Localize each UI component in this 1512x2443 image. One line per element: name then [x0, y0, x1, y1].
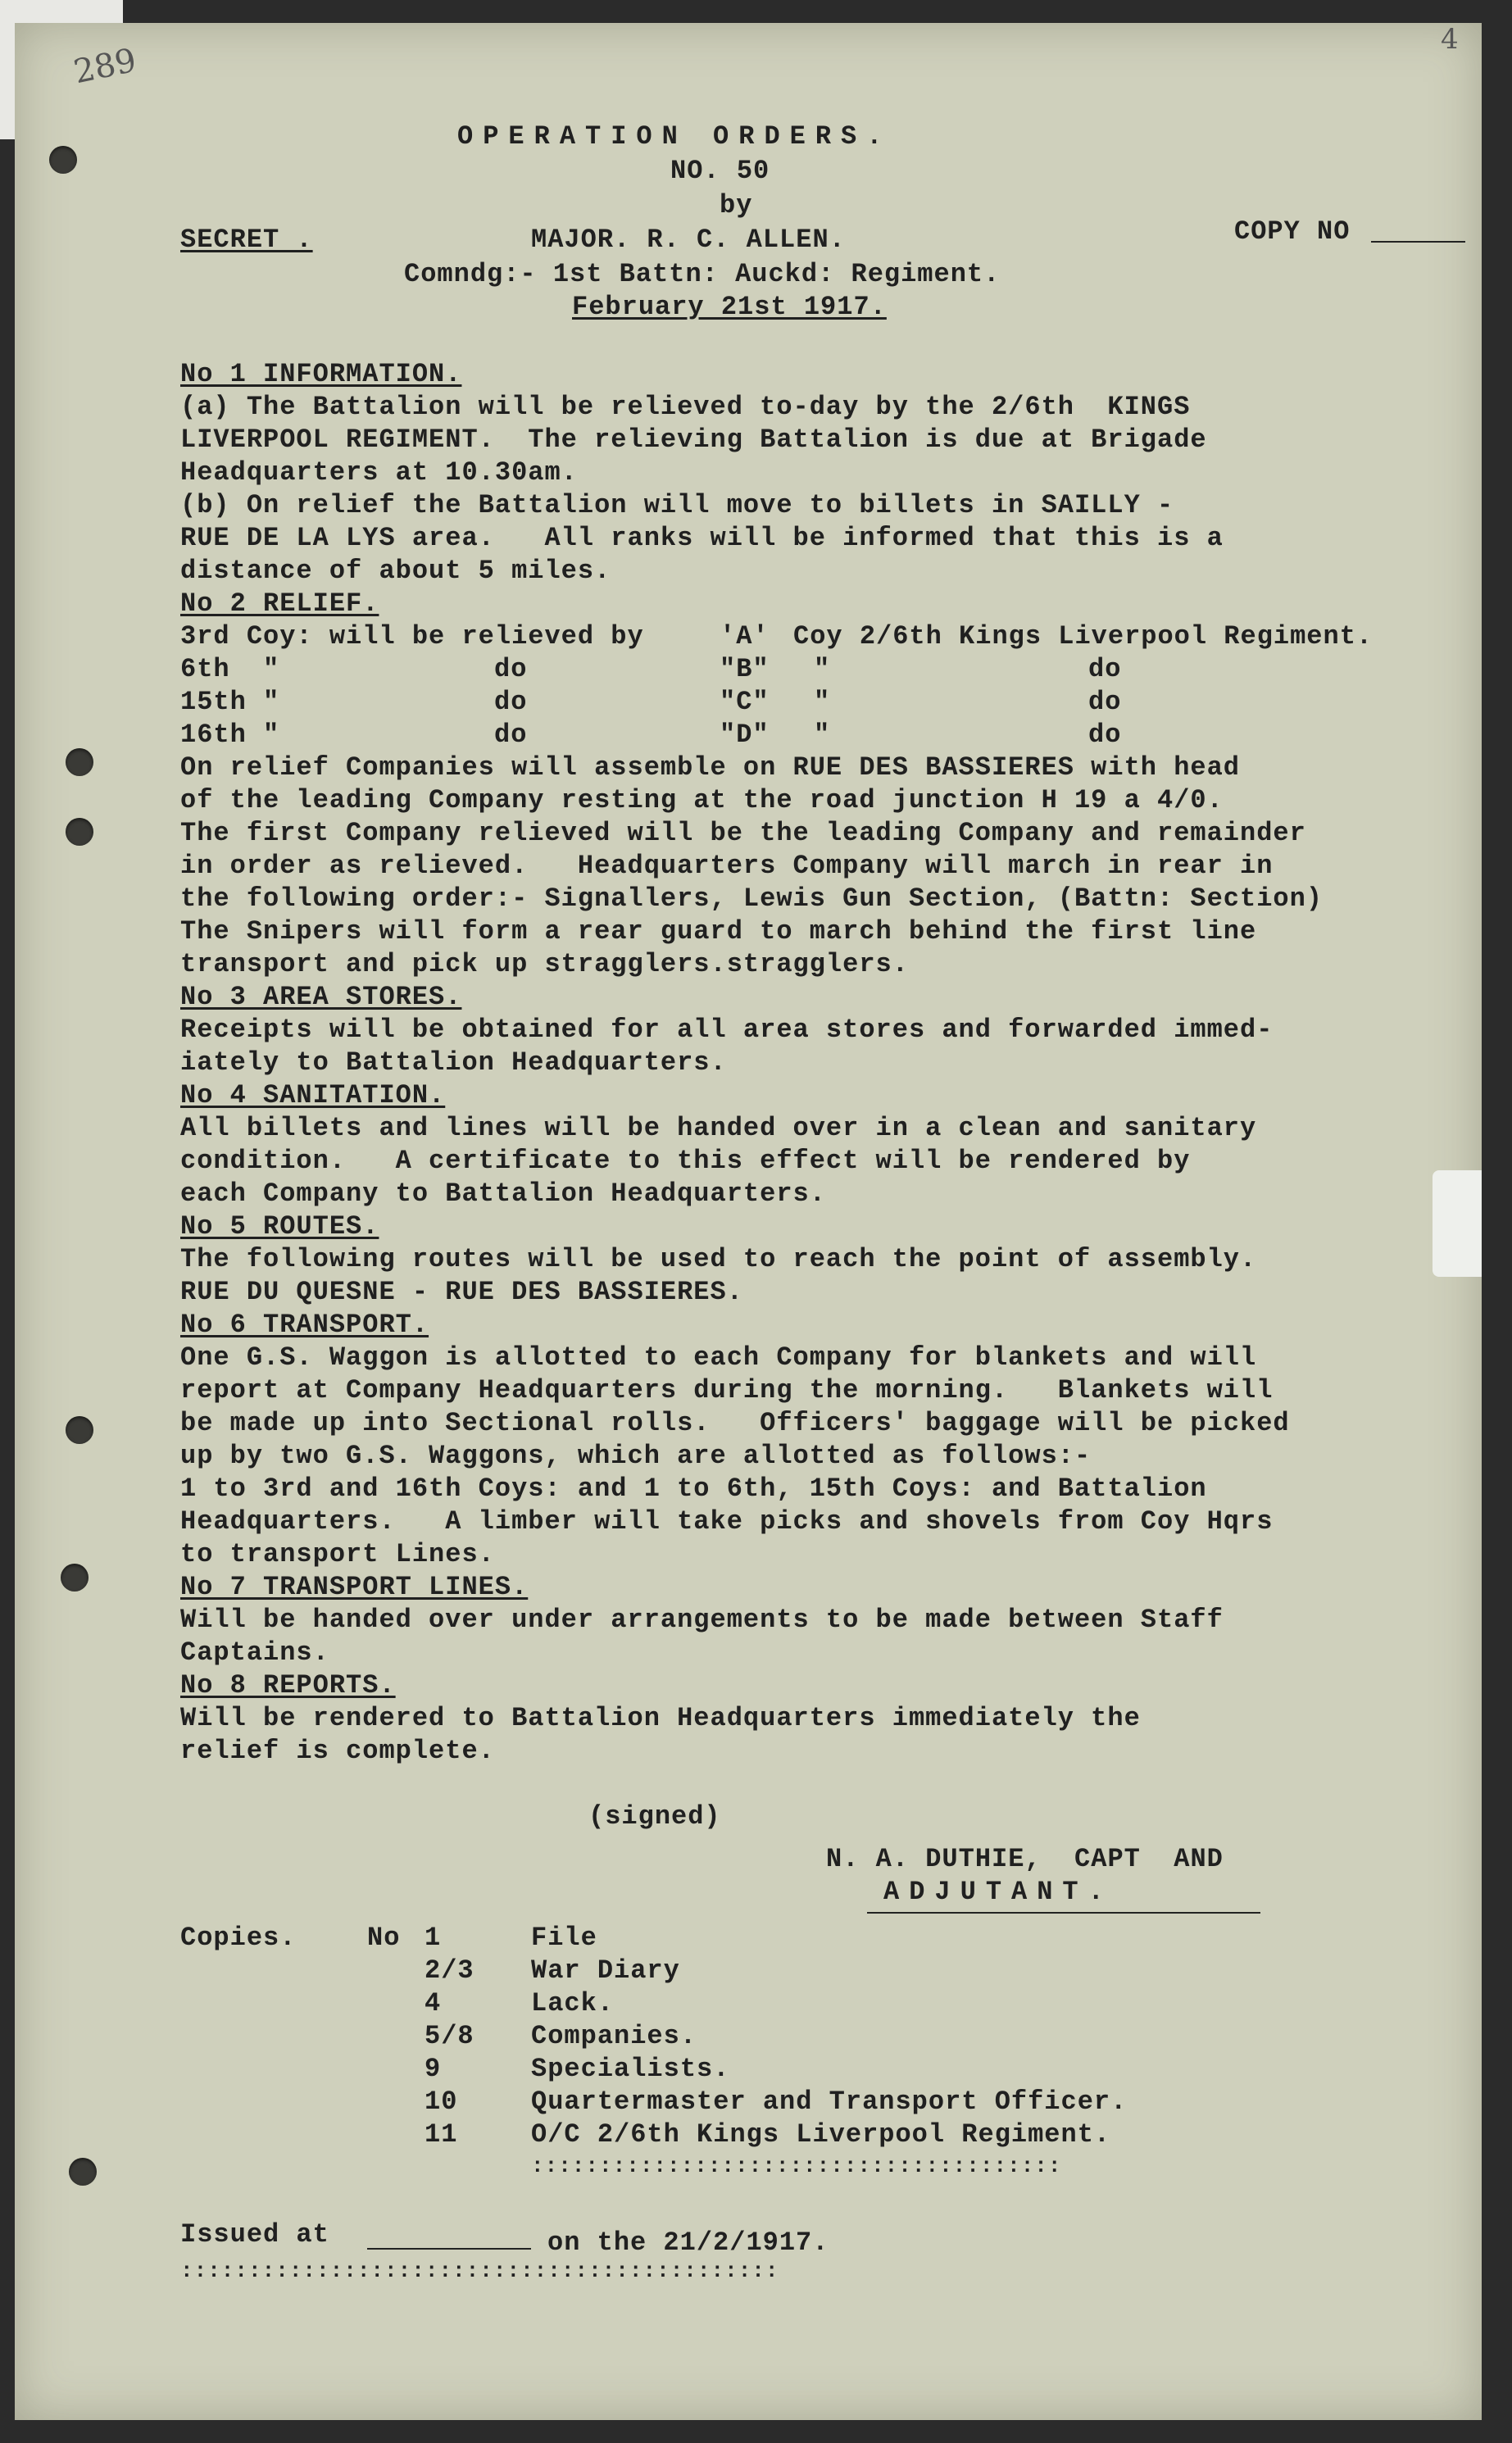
relief-row-unit: Coy 2/6th Kings Liverpool Regiment. [793, 621, 1374, 652]
body-line: condition. A certificate to this effect will be rendered by [180, 1146, 1191, 1176]
order-number: NO. 50 [670, 156, 770, 186]
index-tab [1433, 1170, 1482, 1277]
relief-row-coy: 3rd Coy: will be relieved by [180, 621, 644, 652]
folio-annotation: 289 [70, 41, 140, 92]
issued-at-blank [367, 2248, 531, 2250]
copy-number: 1 [425, 1923, 442, 1953]
author: MAJOR. R. C. ALLEN. [531, 225, 846, 255]
copy-number: 2/3 [425, 1955, 474, 1986]
section-heading: No 2 RELIEF. [180, 588, 379, 619]
relief-row-do: do [494, 654, 528, 684]
body-line: 1 to 3rd and 16th Coys: and 1 to 6th, 15th Coys: and Battalion [180, 1474, 1207, 1504]
body-line: (a) The Battalion will be relieved to-day by the 2/6th KINGS [180, 392, 1191, 422]
section-heading: No 3 AREA STORES. [180, 982, 462, 1012]
copy-number-blank [1371, 241, 1465, 243]
body-line: Will be handed over under arrangements to be made between Staff [180, 1605, 1224, 1635]
copy-recipient: Quartermaster and Transport Officer. [531, 2087, 1128, 2117]
body-line: On relief Companies will assemble on RUE DES BASSIERES with head [180, 752, 1240, 783]
copy-recipient: Lack. [531, 1988, 615, 2018]
body-line: Captains. [180, 1637, 329, 1668]
secret-label: SECRET . [180, 225, 313, 255]
by-line: by [720, 190, 753, 220]
relief-row-by: "B" [720, 654, 770, 684]
section-heading: No 7 TRANSPORT LINES. [180, 1572, 529, 1602]
signatory-role: ADJUTANT. [883, 1877, 1114, 1907]
relief-row-do: do [1088, 687, 1122, 717]
copy-recipient: Specialists. [531, 2054, 730, 2084]
body-line: RUE DE LA LYS area. All ranks will be informed that this is a [180, 523, 1224, 553]
body-line: The Snipers will form a rear guard to march behind the first line [180, 916, 1257, 947]
page-number: 4 [1441, 23, 1459, 56]
relief-row-by: "D" [720, 720, 770, 750]
relief-row-by: "C" [720, 687, 770, 717]
copy-number: 9 [425, 2054, 442, 2084]
body-line: Headquarters at 10.30am. [180, 457, 578, 488]
body-line: All billets and lines will be handed over in a clean and sanitary [180, 1113, 1257, 1143]
body-line: Receipts will be obtained for all area stores and forwarded immed- [180, 1015, 1274, 1045]
body-line: transport and pick up stragglers.stragglers. [180, 949, 909, 979]
body-line: the following order:- Signallers, Lewis Gun Section, (Battn: Section) [180, 883, 1324, 914]
punch-hole [66, 818, 93, 846]
section-heading: No 4 SANITATION. [180, 1080, 446, 1110]
body-line: report at Company Headquarters during the morning. Blankets will [180, 1375, 1274, 1405]
copy-recipient: File [531, 1923, 597, 1953]
separator-line: ::::::::::::::::::::::::::::::::::::::: [531, 2154, 1062, 2178]
punch-hole [49, 146, 77, 174]
relief-row-do: do [1088, 720, 1122, 750]
relief-row-do: do [494, 687, 528, 717]
relief-row-by: 'A' [720, 621, 770, 652]
relief-row-coy: 16th " [180, 720, 280, 750]
body-line: LIVERPOOL REGIMENT. The relieving Battalion is due at Brigade [180, 425, 1207, 455]
copy-number: 10 [425, 2087, 458, 2117]
body-line: The first Company relieved will be the leading Company and remainder [180, 818, 1306, 848]
signatory-name: N. A. DUTHIE, CAPT AND [826, 1844, 1224, 1874]
punch-hole [61, 1564, 89, 1592]
copy-number: 11 [425, 2119, 458, 2150]
punch-hole [66, 1416, 93, 1444]
command-line: Comndg:- 1st Battn: Auckd: Regiment. [404, 259, 1001, 289]
copy-number: 5/8 [425, 2021, 474, 2051]
signed-label: (signed) [588, 1801, 721, 1832]
copy-number: 4 [425, 1988, 442, 2018]
issued-date: on the 21/2/1917. [547, 2227, 829, 2258]
body-line: be made up into Sectional rolls. Officers' baggage will be picked [180, 1408, 1290, 1438]
issued-at-label: Issued at [180, 2219, 329, 2250]
body-line: One G.S. Waggon is allotted to each Company for blankets and will [180, 1342, 1257, 1373]
order-date: February 21st 1917. [572, 292, 887, 322]
body-line: relief is complete. [180, 1736, 495, 1766]
signature-underline [867, 1912, 1260, 1914]
copy-number-label: COPY NO [1234, 216, 1351, 247]
copy-recipient: O/C 2/6th Kings Liverpool Regiment. [531, 2119, 1111, 2150]
copies-label: Copies. [180, 1923, 297, 1953]
relief-row-coy: 15th " [180, 687, 280, 717]
relief-row-ditto: " [814, 687, 831, 717]
copies-no-label: No [367, 1923, 401, 1953]
section-heading: No 5 ROUTES. [180, 1211, 379, 1242]
relief-row-do: do [494, 720, 528, 750]
copy-recipient: Companies. [531, 2021, 697, 2051]
section-heading: No 8 REPORTS. [180, 1670, 396, 1701]
relief-row-ditto: " [814, 720, 831, 750]
copy-recipient: War Diary [531, 1955, 680, 1986]
relief-row-coy: 6th " [180, 654, 280, 684]
document-page [15, 23, 1482, 2420]
body-line: distance of about 5 miles. [180, 556, 611, 586]
body-line: Will be rendered to Battalion Headquarters immediately the [180, 1703, 1141, 1733]
body-line: of the leading Company resting at the road junction H 19 a 4/0. [180, 785, 1224, 815]
section-heading: No 6 TRANSPORT. [180, 1310, 429, 1340]
body-line: to transport Lines. [180, 1539, 495, 1569]
relief-row-do: do [1088, 654, 1122, 684]
body-line: each Company to Battalion Headquarters. [180, 1178, 826, 1209]
page-title: OPERATION ORDERS. [457, 121, 892, 152]
punch-hole [66, 748, 93, 776]
punch-hole [69, 2158, 97, 2186]
body-line: The following routes will be used to reach the point of assembly. [180, 1244, 1257, 1274]
body-line: in order as relieved. Headquarters Company will march in rear in [180, 851, 1274, 881]
body-line: RUE DU QUESNE - RUE DES BASSIERES. [180, 1277, 743, 1307]
body-line: Headquarters. A limber will take picks and shovels from Coy Hqrs [180, 1506, 1274, 1537]
section-heading: No 1 INFORMATION. [180, 359, 462, 389]
footer-separator: :::::::::::::::::::::::::::::::::::::::::::: [180, 2259, 779, 2283]
body-line: up by two G.S. Waggons, which are allotted as follows:- [180, 1441, 1092, 1471]
relief-row-ditto: " [814, 654, 831, 684]
body-line: iately to Battalion Headquarters. [180, 1047, 727, 1078]
body-line: (b) On relief the Battalion will move to billets in SAILLY - [180, 490, 1174, 520]
